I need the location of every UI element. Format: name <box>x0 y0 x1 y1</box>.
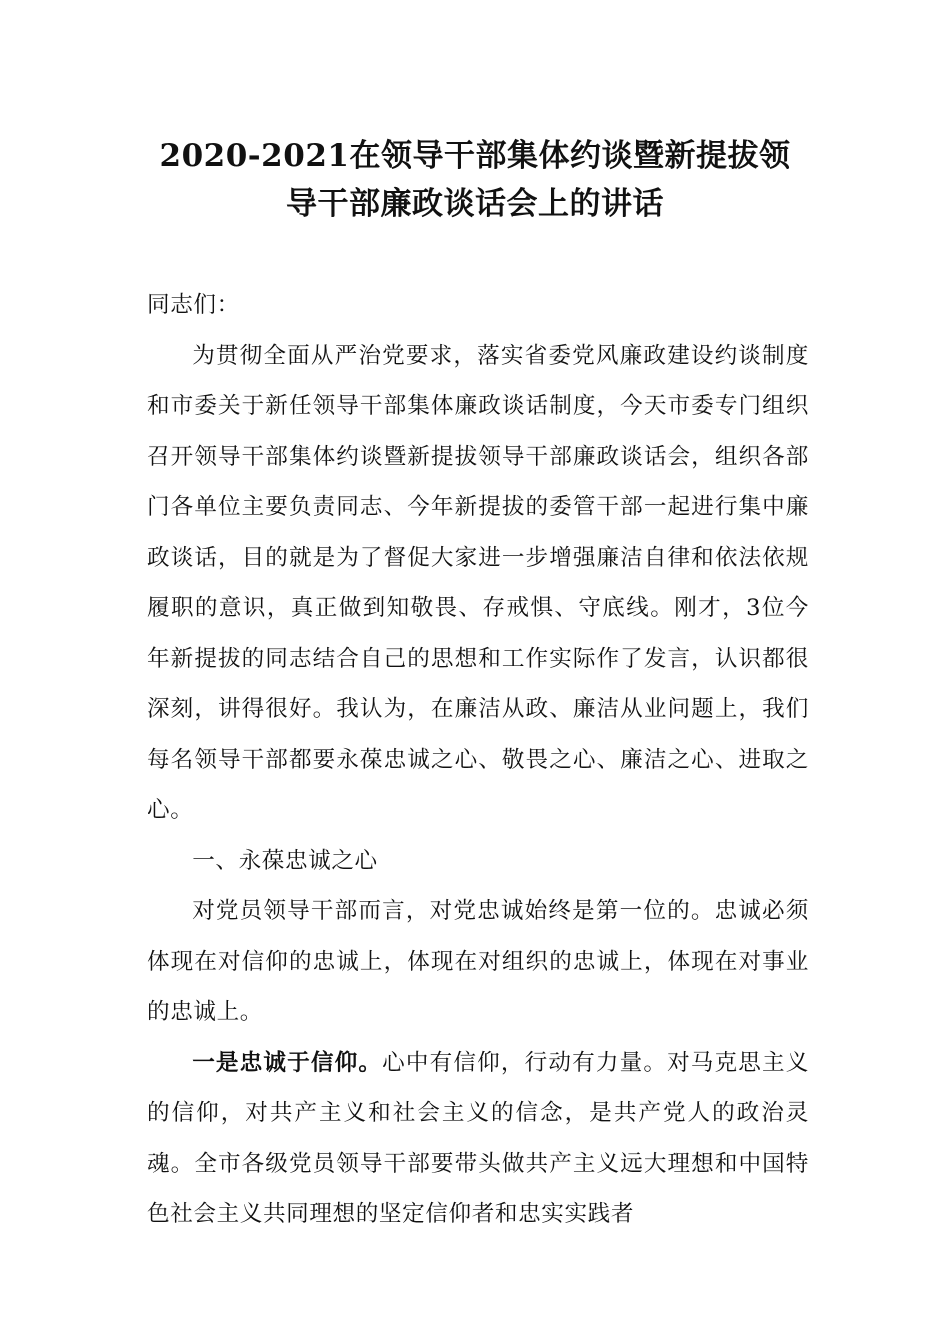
document-body <box>147 280 809 1240</box>
paragraph-faith-text: 心中有信仰，行动有力量。对马克思主义的信仰，对共产主义和社会主义的信念，是共产党人的政治灵魂。全市各级党员领导干部要带头做共产主义远大理想和中国特色社会主义共同理想的坚定信仰者和忠实实践者 <box>147 1049 809 1227</box>
paragraph-faith <box>147 1038 809 1240</box>
title-line-2: 导干部廉政谈话会上的讲话 <box>286 186 664 222</box>
salutation: 同志们： <box>147 292 240 318</box>
paragraph-intro: 为贯彻全面从严治党要求，落实省委党风廉政建设约谈制度和市委关于新任领导干部集体廉政谈话制度，今天市委专门组织召开领导干部集体约谈暨新提拔领导干部廉政谈话会，组织各部门各单位主要负责同志、今年新提拔的委管干部一起进行集中廉政谈话，目的就是为了督促大家进一步增强廉洁自律和依法依规履职的意识，真正做到知敬畏、存戒惧、守底线。刚才，3位今年新提拔的同志结合自己的思想和工作实际作了发言，认识都很深刻，讲得很好。我认为，在廉洁从政、廉洁从业问题上，我们每名领导干部都要永葆忠诚之心、敬畏之心、廉洁之心、进取之心。 <box>147 342 809 823</box>
section-heading-1: 一、永葆忠诚之心 <box>192 847 378 874</box>
document-title <box>130 132 820 228</box>
paragraph-faith-lead: 一是忠诚于信仰。 <box>192 1049 383 1076</box>
title-line-1: 2020-2021在领导干部集体约谈暨新提拔领 <box>159 138 791 174</box>
paragraph-loyalty: 对党员领导干部而言，对党忠诚始终是第一位的。忠诚必须体现在对信仰的忠诚上，体现在对组织的忠诚上，体现在对事业的忠诚上。 <box>147 898 809 1025</box>
